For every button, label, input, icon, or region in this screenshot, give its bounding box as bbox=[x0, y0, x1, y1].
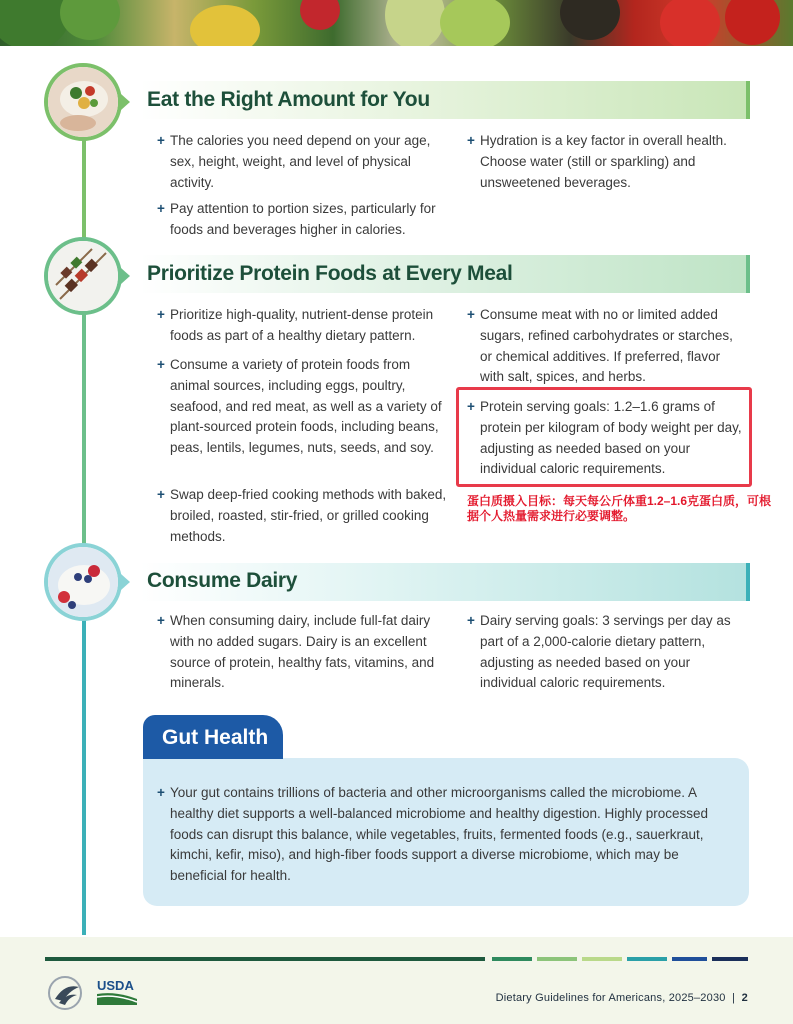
footer-divider bbox=[582, 957, 622, 961]
footer-title: Dietary Guidelines for Americans, 2025–2030 bbox=[495, 992, 726, 1004]
section-title-eat-right-amount: Eat the Right Amount for You bbox=[147, 88, 430, 111]
highlight-box bbox=[456, 387, 752, 487]
bullet-item: + Pay attention to portion sizes, particularly for foods and beverages higher in calories. bbox=[157, 199, 452, 241]
bullet-item: + Consume meat with no or limited added sugars, refined carbohydrates or starches, or chemical additives. If preferred, flavor with salt, spices, and herbs. bbox=[467, 305, 747, 388]
hhs-logo-icon bbox=[47, 975, 87, 1011]
footer-divider bbox=[627, 957, 667, 961]
footer-divider bbox=[45, 957, 485, 961]
gut-health-text: + Your gut contains trillions of bacteria and other microorganisms called the microbiome. A healthy diet supports a well-balanced microbiome and healthy digestion. Highly processed foods can disrupt this balance, while vegetables, fruits, fermented foods (e.g., sauerkraut, kimchi, kefir, miso), and high-fiber foods support a diverse microbiome, which may be beneficial for health. bbox=[157, 783, 737, 887]
section-title-prioritize-protein: Prioritize Protein Foods at Every Meal bbox=[147, 262, 513, 285]
footer-divider bbox=[537, 957, 577, 961]
bullet-item: + The calories you need depend on your age, sex, height, weight, and level of physical activity. bbox=[157, 131, 452, 193]
timeline-line bbox=[82, 605, 86, 935]
bullet-item: + Dairy serving goals: 3 servings per day as part of a 2,000-calorie dietary pattern, adjusting as needed based on your individual caloric requirements. bbox=[467, 611, 747, 694]
page-number: 2 bbox=[741, 992, 748, 1004]
bullet-item: + When consuming dairy, include full-fat dairy with no added sugars. Dairy is an excellent source of protein, healthy fats, vitamins, and minerals. bbox=[157, 611, 452, 694]
usda-logo-text: USDA bbox=[97, 978, 134, 993]
protein-skewers-image bbox=[44, 237, 122, 315]
bullet-item: + Swap deep-fried cooking methods with baked, broiled, roasted, stir-fried, or grilled cooking methods. bbox=[157, 485, 452, 547]
bullet-item: + Hydration is a key factor in overall health. Choose water (still or sparkling) and unsweetened beverages. bbox=[467, 131, 747, 193]
footer-divider bbox=[712, 957, 748, 961]
produce-banner-image bbox=[0, 0, 793, 46]
bullet-item: + Consume a variety of protein foods from animal sources, including eggs, poultry, seafood, and red meat, as well as a variety of plant-sourced protein foods, including beans, peas, lentils, legumes, nuts, seeds, and soy. bbox=[157, 355, 452, 459]
food-bowl-image bbox=[44, 63, 122, 141]
bullet-item-protein-goals: + Protein serving goals: 1.2–1.6 grams of protein per kilogram of body weight per day, adjusting as needed based on your individual caloric requirements. bbox=[467, 397, 747, 480]
section-arrow bbox=[121, 268, 130, 284]
section-arrow bbox=[121, 574, 130, 590]
bullet-item: + Prioritize high-quality, nutrient-dense protein foods as part of a healthy dietary pattern. bbox=[157, 305, 452, 347]
footer-document-title bbox=[496, 992, 748, 1004]
timeline-line bbox=[82, 300, 86, 550]
section-title-consume-dairy: Consume Dairy bbox=[147, 569, 298, 592]
dairy-berries-image bbox=[44, 543, 122, 621]
gut-health-title: Gut Health bbox=[162, 726, 269, 749]
footer-divider bbox=[492, 957, 532, 961]
usda-logo-icon bbox=[96, 977, 138, 1007]
section-arrow bbox=[121, 94, 130, 110]
chinese-annotation: 蛋白质摄入目标：每天每公斤体重1.2–1.6克蛋白质，可根据个人热量需求进行必要调整。 bbox=[467, 494, 772, 523]
footer-separator: | bbox=[732, 992, 736, 1004]
footer-divider bbox=[672, 957, 707, 961]
